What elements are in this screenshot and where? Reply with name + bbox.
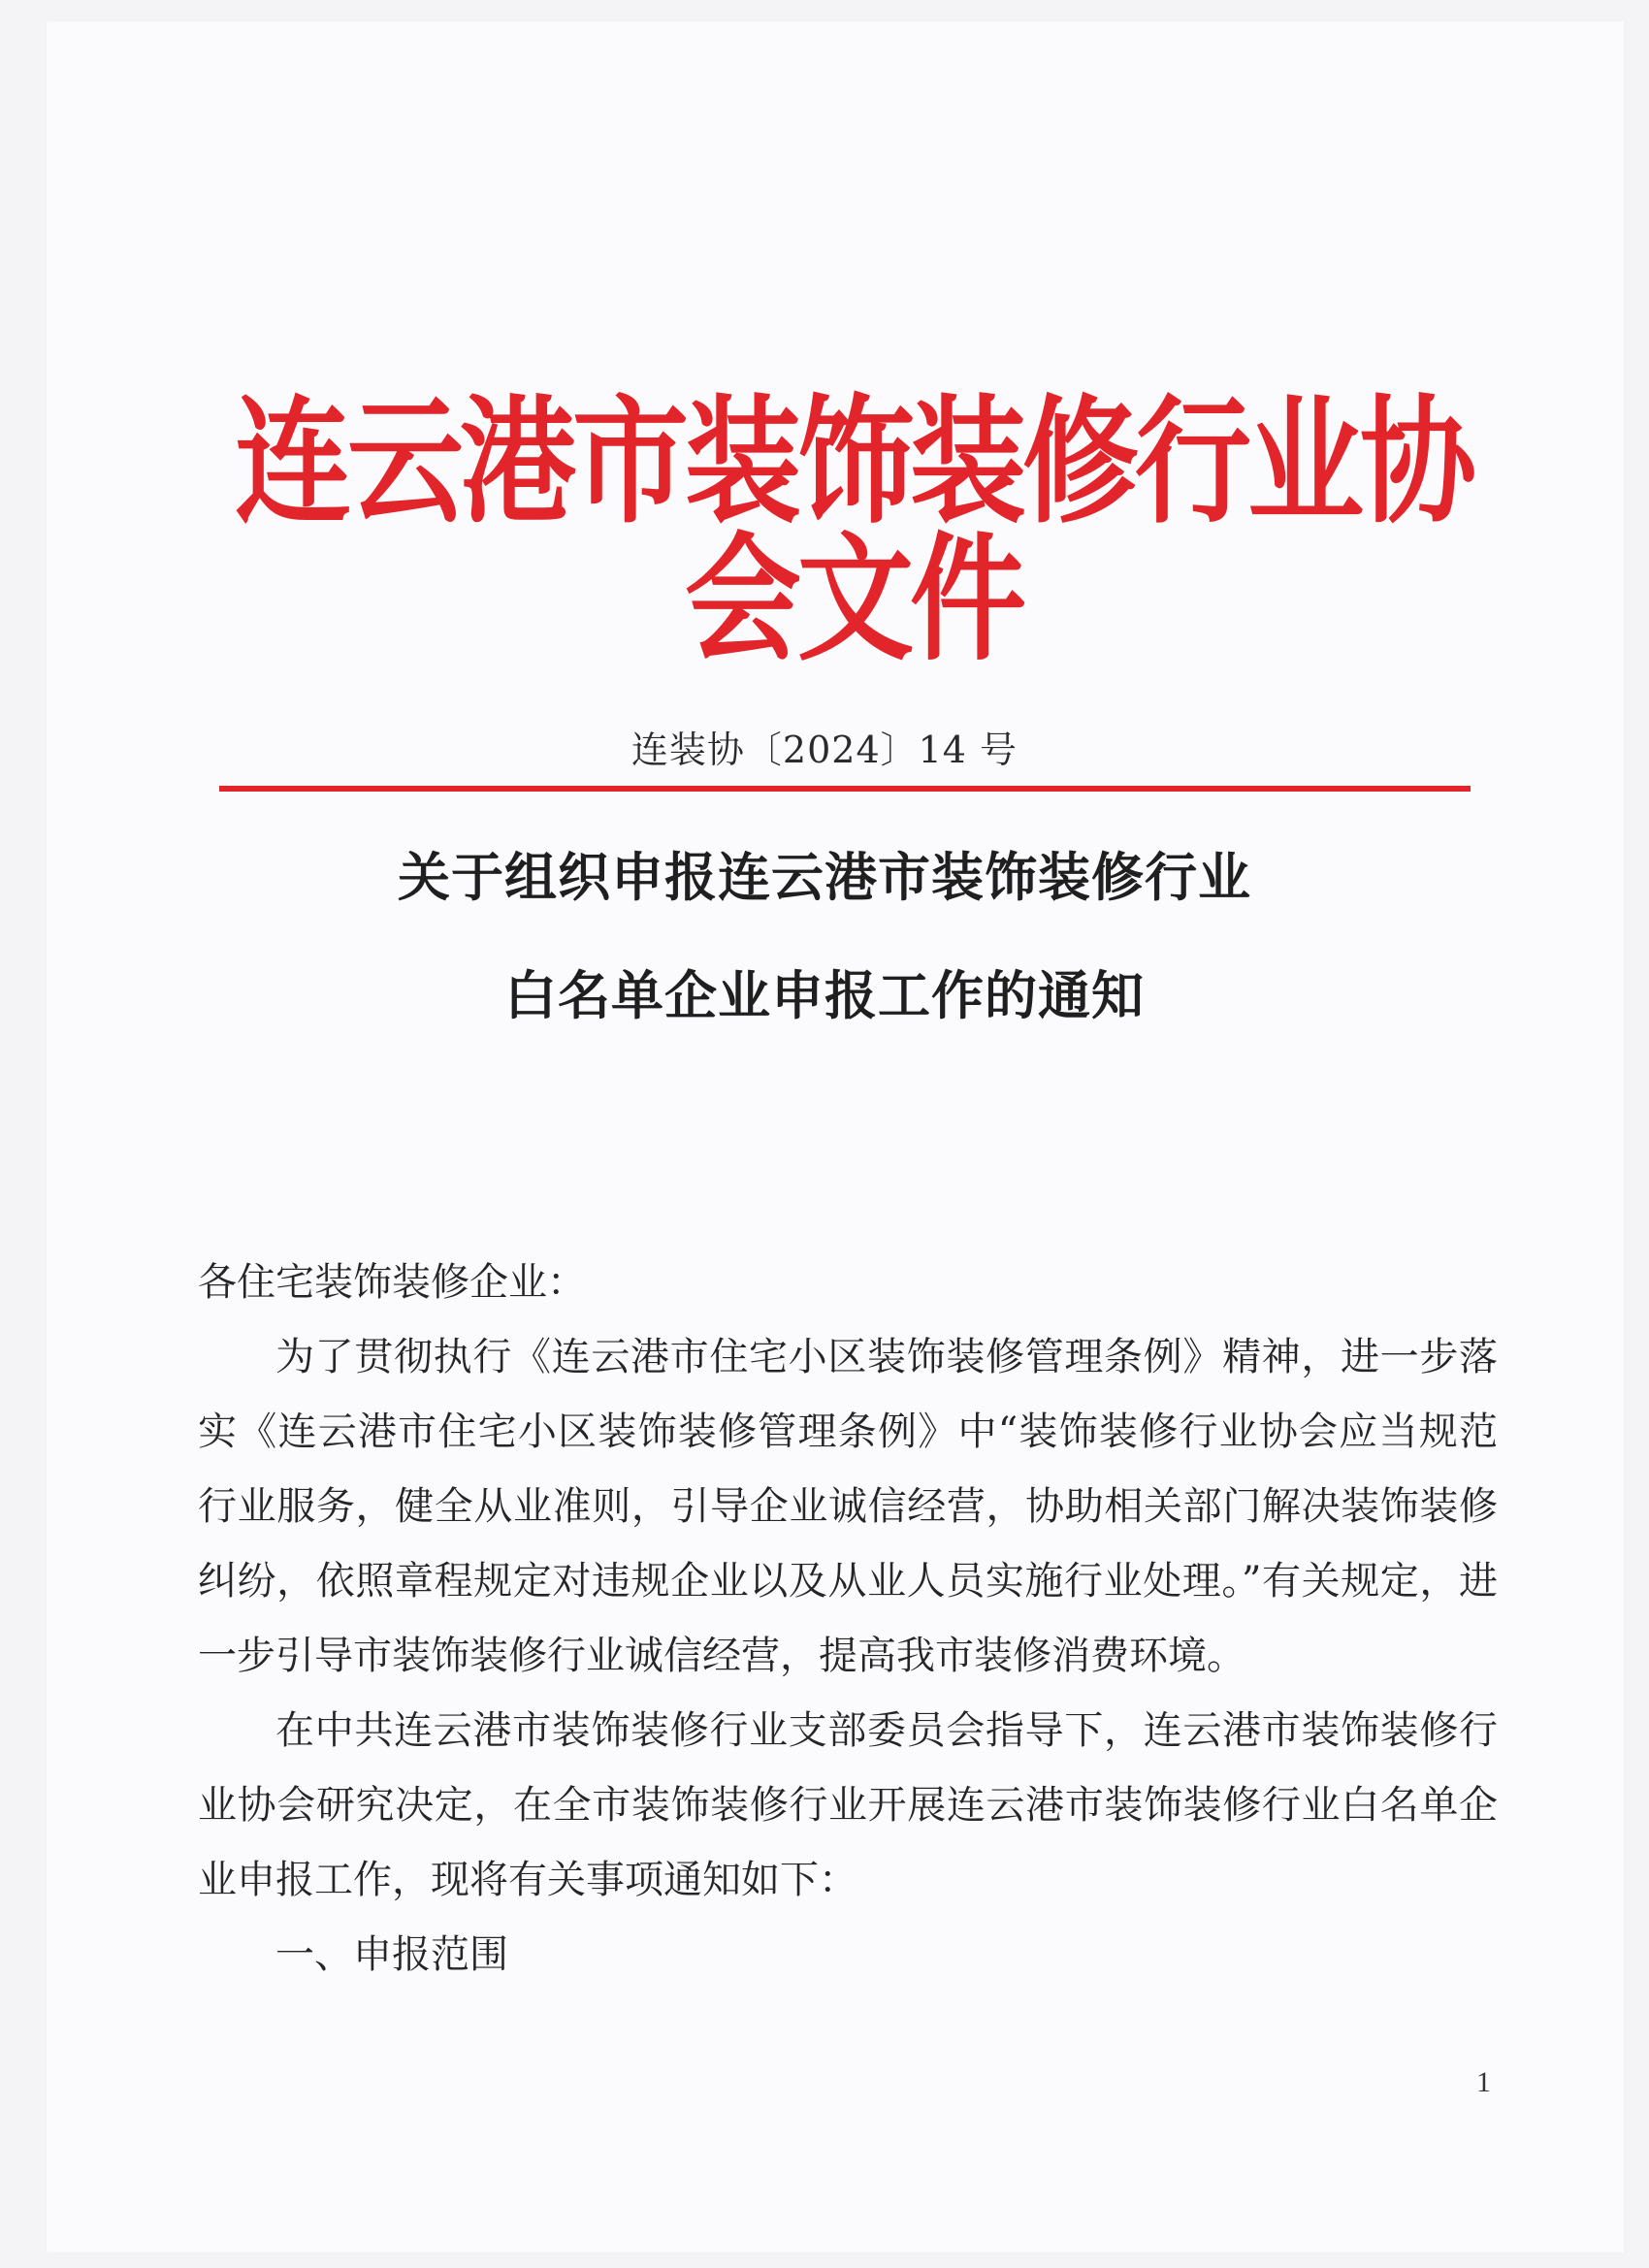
header-divider — [219, 786, 1471, 792]
notice-title-line1: 关于组织申报连云港市装饰装修行业 — [398, 846, 1251, 908]
notice-title-line2: 白名单企业申报工作的通知 — [504, 964, 1145, 1026]
salutation: 各住宅装饰装修企业： — [198, 1260, 586, 1305]
org-header-title: 连云港市装饰装修行业协会文件 — [235, 381, 1472, 680]
body-paragraph-1: 为了贯彻执行《连云港市住宅小区装饰装修管理条例》精神，进一步落实《连云港市住宅小区装饰装修管理条例》中“装饰装修行业协会应当规范行业服务，健全从业准则，引导企业诚信经营，协助相关部门解决装饰装修纠纷，依照章程规定对违规企业以及从业人员实施行业处理。”有关规定，进一步引导市装饰装修行业诚信经营，提高我市装修消费环境。 — [198, 1335, 1498, 1678]
document-number: 连装协〔2024〕14 号 — [630, 729, 1018, 771]
document-body — [198, 1246, 1498, 1993]
section-heading-1: 一、申报范围 — [275, 1932, 508, 1977]
body-paragraph-2: 在中共连云港市装饰装修行业支部委员会指导下，连云港市装饰装修行业协会研究决定，在全市装饰装修行业开展连云港市装饰装修行业白名单企业申报工作，现将有关事项通知如下： — [198, 1708, 1498, 1902]
page-number: 1 — [1476, 2066, 1491, 2098]
